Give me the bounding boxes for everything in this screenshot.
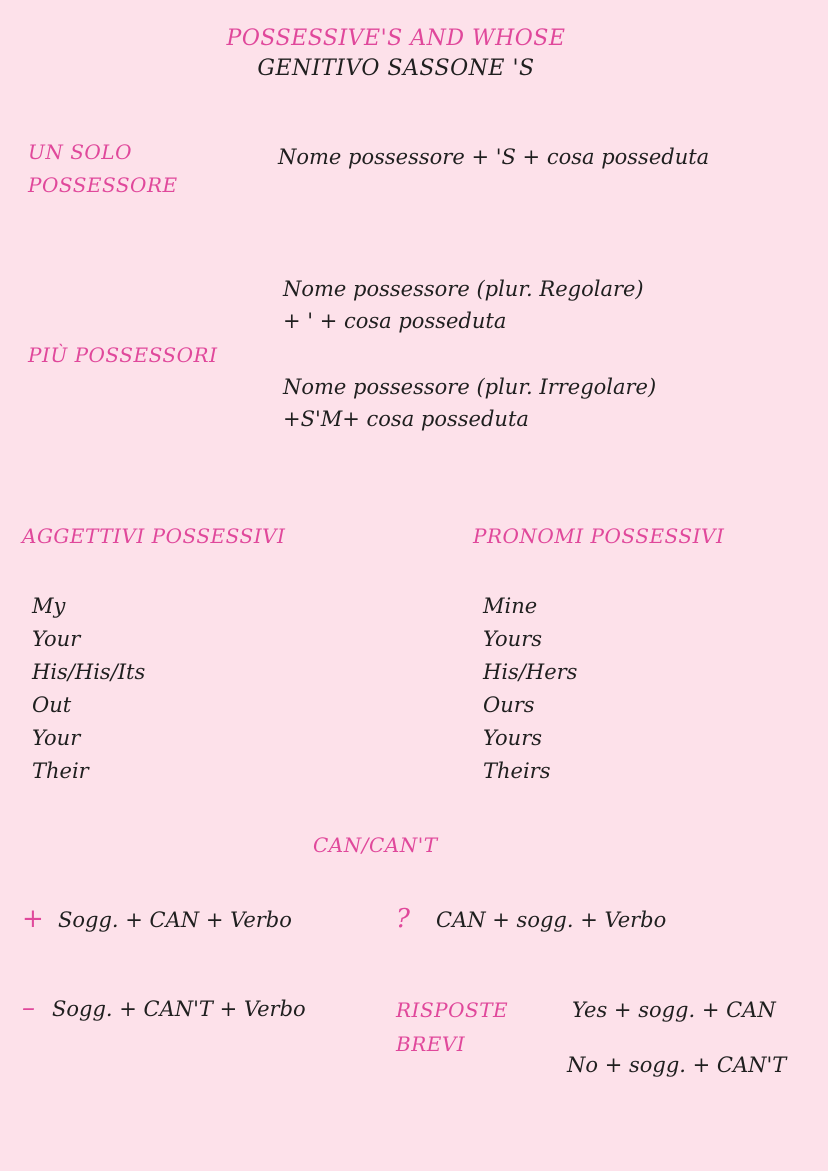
single-owner-label-line2: POSSESSORE [28,173,178,197]
page-title: POSSESSIVE'S AND WHOSE [226,26,566,51]
question-rule: CAN + sogg. + Verbo [436,908,667,932]
question-mark-icon: ? [396,904,410,934]
list-item: Your [32,627,81,651]
regular-plural-rule-line2: + ' + cosa posseduta [283,309,507,333]
positive-rule: Sogg. + CAN + Verbo [58,908,292,932]
regular-plural-rule-line1: Nome possessore (plur. Regolare) [283,277,644,301]
multiple-owners-label: PIÙ POSSESSORI [28,343,218,367]
can-heading: CAN/CAN'T [313,833,438,857]
list-item: Mine [483,594,538,618]
negative-rule: Sogg. + CAN'T + Verbo [52,997,306,1021]
list-item: His/His/Its [32,660,146,684]
short-answer-yes: Yes + sogg. + CAN [572,998,776,1022]
pronouns-list [483,590,577,788]
plus-icon: + [22,904,44,934]
list-item: My [32,594,66,618]
short-answers-label-line1: RISPOSTE [396,998,509,1022]
single-owner-label-line1: UN SOLO [28,140,132,164]
list-item: Ours [483,693,535,717]
list-item: Your [32,726,81,750]
irregular-plural-rule-line2: +S'M+ cosa posseduta [283,407,529,431]
adjectives-heading: AGGETTIVI POSSESSIVI [22,524,286,548]
list-item: Theirs [483,759,551,783]
list-item: Out [32,693,72,717]
short-answers-label-line2: BREVI [396,1032,466,1056]
short-answer-no: No + sogg. + CAN'T [567,1053,787,1077]
list-item: Yours [483,726,543,750]
single-owner-rule: Nome possessore + 'S + cosa posseduta [278,145,710,169]
minus-icon: – [22,993,35,1023]
pronouns-heading: PRONOMI POSSESSIVI [473,524,725,548]
list-item: Their [32,759,89,783]
page-subtitle: GENITIVO SASSONE 'S [257,56,535,81]
list-item: Yours [483,627,543,651]
adjectives-list [32,590,145,788]
list-item: His/Hers [483,660,578,684]
irregular-plural-rule-line1: Nome possessore (plur. Irregolare) [283,375,657,399]
